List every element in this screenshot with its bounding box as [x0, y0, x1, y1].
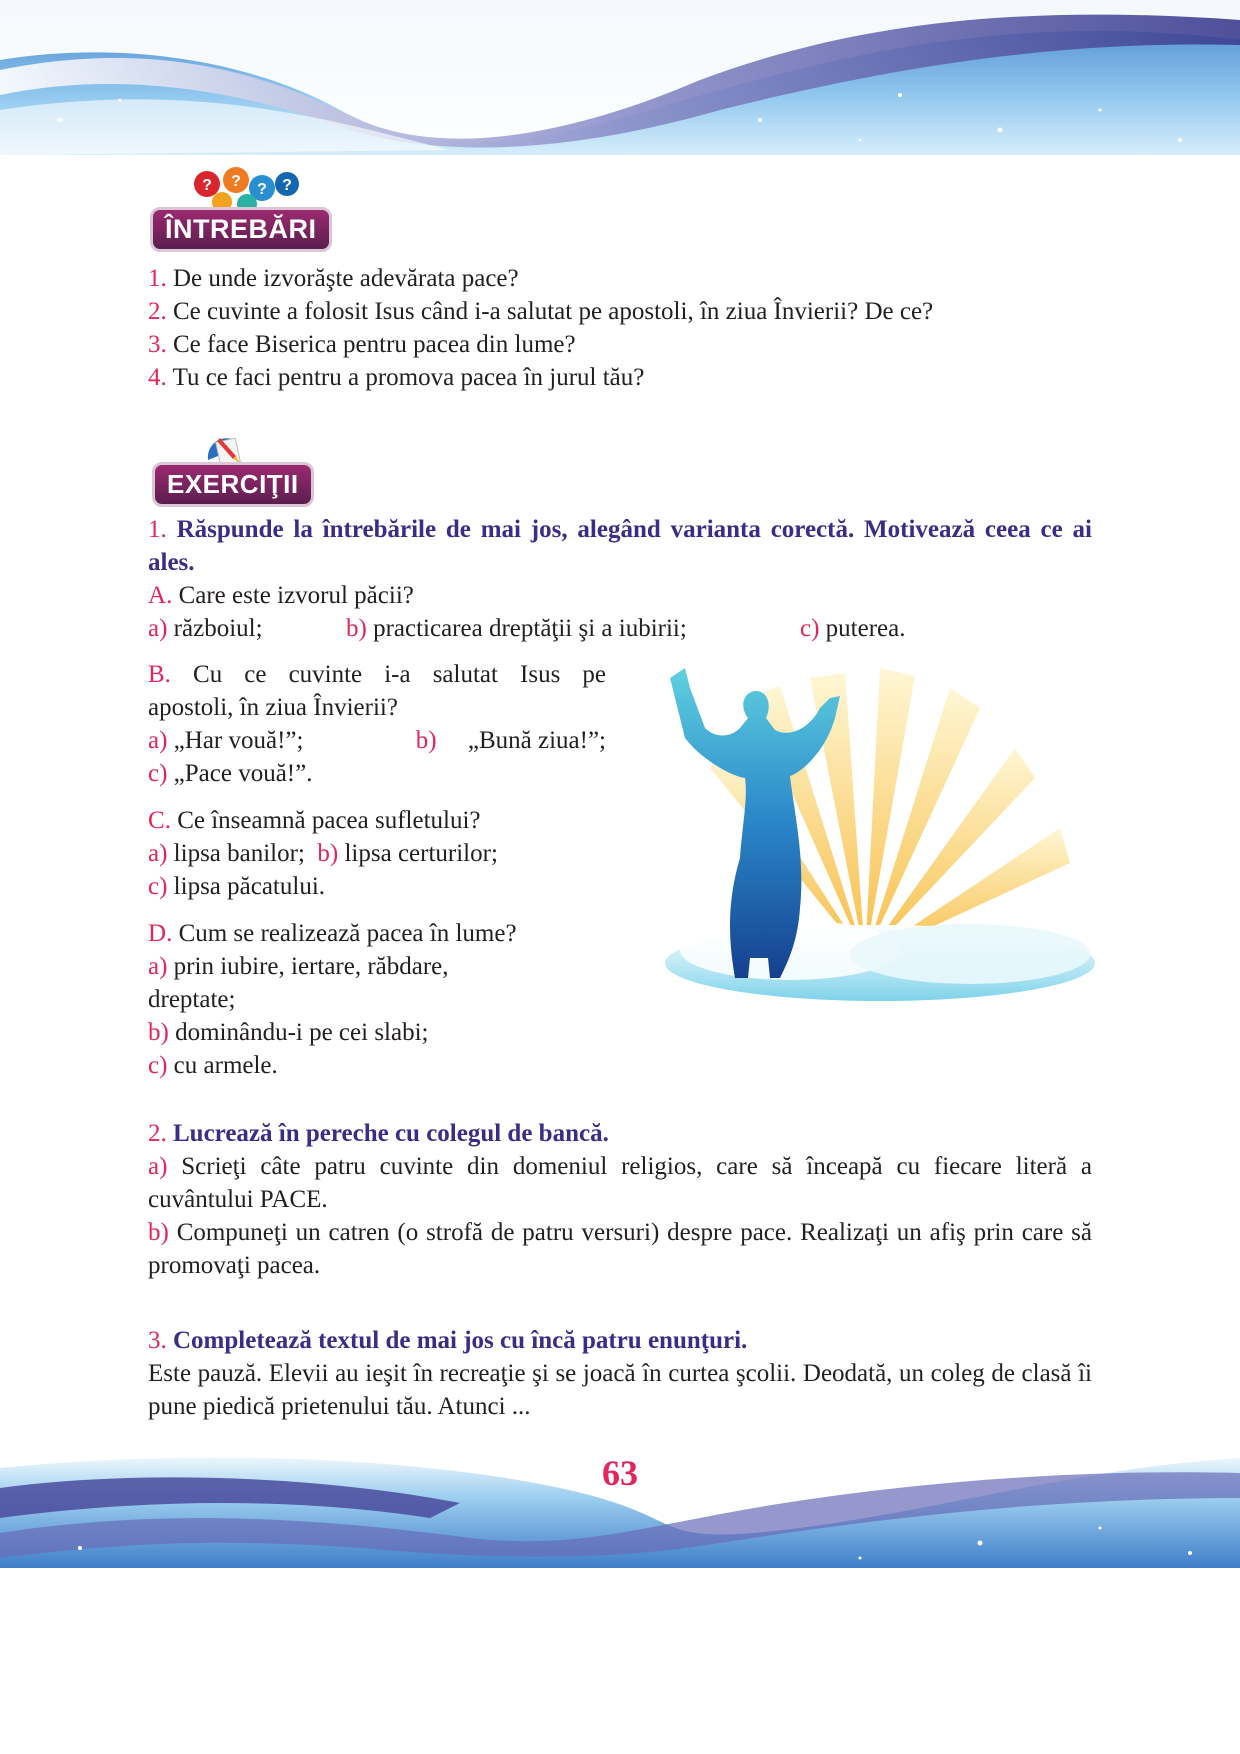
svg-text:?: ?: [257, 181, 267, 198]
question-letter: A: [148, 582, 167, 609]
option-text: dominându-i pe cei slabi;: [175, 1019, 429, 1046]
option-text: „Bună ziua!”;: [467, 727, 606, 754]
question-text: Ce înseamnă pacea sufletului?: [177, 807, 481, 834]
option-text: cu armele.: [173, 1052, 278, 1079]
question-d: D. Cum se realizează pacea în lume? a) prin iubire, iertare, răbdare, dreptate; b) dominându-i pe cei slabi; c) cu armele.: [148, 920, 517, 1079]
item-text: Ce cuvinte a folosit Isus când i-a salutat pe apostoli, în ziua Învierii? De ce?: [173, 298, 934, 325]
question-text: Care este izvorul păcii?: [178, 582, 414, 609]
svg-text:?: ?: [231, 173, 241, 190]
exercise-title: Lucrează în pereche cu colegul de bancă.: [173, 1120, 609, 1147]
option-label: b): [148, 1219, 169, 1246]
exercise-2: 2. Lucrează în pereche cu colegul de bancă. a) Scrieţi câte patru cuvinte din domeniul religios, care să înceapă cu fiecare literă a cuvântului PACE. b) Compuneţi un catren (o strofă de patru versuri) despre pace. Realizaţi un afiş prin care să promovaţi pacea.: [148, 1120, 1093, 1279]
list-item: [148, 295, 1108, 328]
option-label: c): [800, 615, 820, 642]
option-label: c): [148, 760, 168, 787]
exercise-title: Răspunde la întrebările de mai jos, alegând varianta corectă. Motivează ceea ce ai ales.: [148, 516, 1092, 576]
exercise-number: 1: [148, 516, 161, 543]
option-text: războiul;: [173, 615, 263, 642]
intrebari-label: ÎNTREBĂRI: [150, 207, 332, 252]
exercise-3: 3. Completează textul de mai jos cu încă patru enunţuri. Este pauză. Elevii au ieşit în recreaţie şi se joacă în curtea şcolii. Deodată, un coleg de clasă îi pune piedică prietenului tău. Atunci ...: [148, 1324, 1092, 1423]
option-label: c): [148, 873, 168, 900]
task-text: Scrieţi câte patru cuvinte din domeniul religios, care să înceapă cu fiecare literă a cuvântului PACE.: [148, 1153, 1093, 1213]
task-text: Este pauză. Elevii au ieşit în recreaţie şi se joacă în curtea şcolii. Deodată, un coleg de clasă îi pune piedică prietenului tău. Atunci ...: [148, 1360, 1092, 1420]
option-text: lipsa banilor;: [173, 840, 305, 867]
item-number: 3.: [148, 331, 167, 358]
question-text: apostoli, în ziua Învierii?: [148, 694, 398, 721]
list-item: [148, 361, 1108, 394]
exercitii-badge: [152, 426, 312, 514]
question-a: A. Care este izvorul păcii? a) războiul; b) practicarea dreptăţii şi a iubirii; c) puterea.: [148, 579, 1092, 645]
option-label: b): [317, 840, 339, 867]
option-label: b): [148, 1019, 169, 1046]
option-text: prin iubire, iertare, răbdare,: [173, 953, 449, 980]
options-row: [148, 612, 1092, 645]
option-label: a): [148, 953, 168, 980]
option-text: dreptate;: [148, 986, 236, 1013]
item-text: Tu ce faci pentru a promova pacea în jurul tău?: [172, 364, 645, 391]
question-letter: B.: [148, 661, 171, 688]
item-text: Ce face Biserica pentru pacea din lume?: [173, 331, 576, 358]
svg-text:?: ?: [202, 177, 212, 194]
option-label: c): [148, 1052, 168, 1079]
task-text: Compuneţi un catren (o strofă de patru versuri) despre pace. Realizaţi un afiş prin care să promovaţi pacea.: [148, 1219, 1093, 1279]
item-number: 1.: [148, 265, 167, 292]
list-item: [148, 262, 1108, 295]
option-text: „Har vouă!”;: [173, 727, 304, 754]
option-label: a): [148, 727, 168, 754]
option-text: „Pace vouă!”.: [173, 760, 313, 787]
question-text: Cum se realizează pacea în lume?: [178, 920, 517, 947]
exercise-number: 2: [148, 1120, 161, 1147]
option-label: a): [148, 1153, 168, 1180]
question-letter: C: [148, 807, 165, 834]
question-c: C. Ce înseamnă pacea sufletului? a) lipsa banilor; b) lipsa certurilor; c) lipsa păcatului.: [148, 807, 498, 900]
option-label: a): [148, 840, 168, 867]
question-b: [148, 658, 606, 790]
question-letter: D: [148, 920, 167, 947]
item-number: 2.: [148, 298, 167, 325]
header-wave-decoration: [0, 0, 1240, 155]
option-label: b): [415, 727, 437, 754]
option-text: practicarea dreptăţii şi a iubirii;: [373, 615, 687, 642]
list-item: [148, 328, 1108, 361]
risen-jesus-illustration: [630, 658, 1100, 1016]
option-text: lipsa păcatului.: [173, 873, 326, 900]
item-text: De unde izvorăşte adevărata pace?: [173, 265, 519, 292]
option-text: puterea.: [825, 615, 906, 642]
exercise-1-heading: 1. Răspunde la întrebările de mai jos, alegând varianta corectă. Motivează ceea ce ai ales.: [148, 516, 1092, 576]
options-row: [148, 724, 606, 757]
exercise-title: Completează textul de mai jos cu încă patru enunţuri.: [173, 1327, 748, 1354]
questions-list: [148, 262, 1108, 394]
intrebari-badge: [150, 160, 325, 258]
option-label: b): [346, 615, 367, 642]
exercitii-label: EXERCIŢII: [152, 462, 314, 507]
option-label: a): [148, 615, 168, 642]
option-text: lipsa certurilor;: [344, 840, 498, 867]
exercise-number: 3: [148, 1327, 161, 1354]
question-text: Cu ce cuvinte i-a salutat Isus pe: [193, 661, 606, 688]
svg-text:?: ?: [282, 177, 292, 194]
page-number: 63: [602, 1453, 638, 1493]
item-number: 4.: [148, 364, 167, 391]
